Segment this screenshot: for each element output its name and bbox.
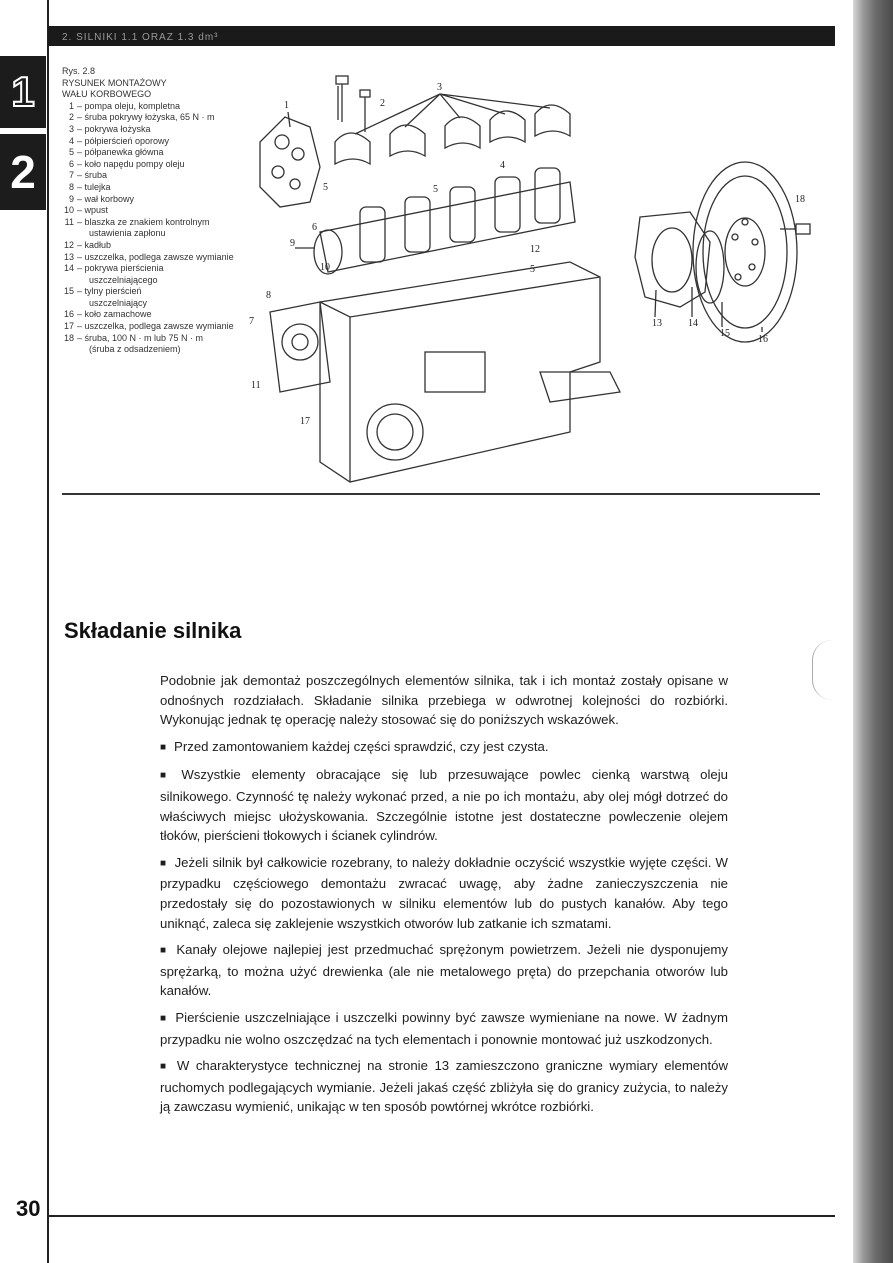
legend-number: 17 <box>63 321 74 332</box>
legend-text: – uszczelka, podlega zawsze wymianie <box>77 321 234 332</box>
legend-item <box>62 263 234 275</box>
legend-text: – koło napędu pompy oleju <box>77 158 185 169</box>
legend-item <box>62 194 234 206</box>
legend-number: 1 <box>68 100 74 111</box>
engine-block-drawing <box>270 262 620 482</box>
legend-number: 10 <box>63 205 74 216</box>
legend-text: – wał korbowy <box>77 193 135 204</box>
legend-number: 3 <box>68 123 74 134</box>
legend-item-continuation <box>62 275 234 287</box>
page-number: 30 <box>16 1196 41 1221</box>
legend-number: 14 <box>63 263 74 274</box>
callout-4: 4 <box>500 160 505 171</box>
intro-paragraph: Podobnie jak demontaż poszczególnych elementów silnika, tak i ich montaż zostały opisane w odnośnych rozdziałach. Składanie silnika przebiega w odwrotnej kolejności do rozbiórki. Wykonując jednak tę operację należy stosować się do poniższych wskazówek. <box>160 673 728 728</box>
legend-item <box>62 217 234 229</box>
legend-number: 6 <box>68 158 74 169</box>
chapter-tab-2: 2 <box>0 134 46 210</box>
legend-item <box>62 101 234 113</box>
callout-18: 18 <box>795 194 805 205</box>
callout-5a: 5 <box>323 182 328 193</box>
legend-number: 18 <box>63 332 74 343</box>
margin-mark <box>812 640 833 700</box>
legend-number: 11 <box>64 216 74 227</box>
figure-legend <box>62 101 234 356</box>
legend-text: – pokrywa łożyska <box>77 123 151 134</box>
callout-2: 2 <box>380 98 385 109</box>
footer-rule <box>48 1215 835 1217</box>
legend-item <box>62 309 234 321</box>
callout-5c: 5 <box>530 264 535 275</box>
legend-item-continuation <box>62 344 234 356</box>
legend-text: – półpanewka główna <box>77 147 164 158</box>
bearing-caps-drawing <box>335 94 570 164</box>
callout-17: 17 <box>300 416 310 427</box>
book-binding-shadow <box>853 0 893 1263</box>
legend-text: – śruba, 100 N · m lub 75 N · m <box>77 332 204 343</box>
seal-cover-drawing <box>635 212 724 307</box>
callout-7: 7 <box>249 316 254 327</box>
legend-number: 15 <box>63 286 74 297</box>
callout-5b: 5 <box>433 184 438 195</box>
legend-item-continuation <box>62 298 234 310</box>
callout-12: 12 <box>530 244 540 255</box>
legend-item <box>62 112 234 124</box>
legend-text: – wpust <box>77 205 109 216</box>
callout-1: 1 <box>284 100 289 111</box>
left-margin-rule <box>47 0 49 1263</box>
legend-item <box>62 136 234 148</box>
section-title: Składanie silnika <box>64 618 242 643</box>
legend-item <box>62 240 234 252</box>
oil-pump-drawing <box>260 117 320 207</box>
legend-text: – pokrywa pierścienia <box>77 263 164 274</box>
instruction-bullet: ■ Jeżeli silnik był całkowicie rozebrany, to należy dokładnie oczyścić wszystkie wyjęte części. W przypadku częściowego demontażu zwracać uwagę, aby żadne zanieczyszczenia nie przedostały się do pozostawionych w silniku elementów lub do pustych kanałów. Aby tego uniknąć, zaleca się zaklejenie wszystkich otworów lub zatkanie ich szmatami. <box>160 853 728 933</box>
legend-text: – blaszka ze znakiem kontrolnym <box>77 216 210 227</box>
chapter-tab-1: 1 <box>0 56 46 128</box>
legend-number: 5 <box>68 147 74 158</box>
callout-16: 16 <box>758 334 768 345</box>
legend-continuation-text: ustawienia zapłonu <box>89 228 166 239</box>
legend-item <box>62 252 234 264</box>
bearing-cap-bolts-drawing <box>336 76 370 132</box>
figure-title-line1: RYSUNEK MONTAŻOWY <box>62 77 167 88</box>
instruction-bullet: ■ Kanały olejowe najlepiej jest przedmuchać sprężonym powietrzem. Jeżeli nie dysponujemy sprężarką, to można użyć drewienka (ale nie metalowego pręta) do przepchania otworów lub kanałów. <box>160 940 728 1001</box>
legend-text: – kadłub <box>77 239 112 250</box>
figure-title-line2: WAŁU KORBOWEGO <box>62 89 152 100</box>
legend-item <box>62 333 234 345</box>
legend-item <box>62 286 234 298</box>
figure-divider <box>62 493 820 495</box>
legend-number: 4 <box>68 135 74 146</box>
legend-number: 2 <box>68 112 74 123</box>
legend-continuation-text: uszczelniający <box>89 297 148 308</box>
legend-item <box>62 321 234 333</box>
legend-text: – tulejka <box>77 181 111 192</box>
bullet-list <box>160 737 728 1117</box>
instruction-bullet: ■ Przed zamontowaniem każdej części sprawdzić, czy jest czysta. <box>160 737 728 759</box>
callout-11: 11 <box>251 380 261 391</box>
legend-number: 8 <box>68 181 74 192</box>
callout-9: 9 <box>290 238 295 249</box>
legend-item <box>62 159 234 171</box>
callout-3: 3 <box>437 82 442 93</box>
legend-text: – pompa oleju, kompletna <box>77 100 181 111</box>
legend-item <box>62 170 234 182</box>
instruction-bullet: ■ W charakterystyce technicznej na stronie 13 zamieszczono graniczne wymiary elementów ruchomych podlegających wymianie. Jeżeli jakaś część zbliżyła się do granicy zużycia, to należy ją zawczasu wymienić, unikając w ten sposób powtórnej wkrótce rozbiórki. <box>160 1056 728 1117</box>
legend-continuation-text: (śruba z odsadzeniem) <box>89 344 181 355</box>
callout-6: 6 <box>312 222 317 233</box>
legend-text: – uszczelka, podlega zawsze wymianie <box>77 251 234 262</box>
legend-number: 12 <box>63 239 74 250</box>
callout-10: 10 <box>320 262 330 273</box>
instruction-bullet: ■ Pierścienie uszczelniające i uszczelki powinny być zawsze wymieniane na nowe. W żadnym przypadku nie wolno oszczędzać na tych elementach i ponownie montować już uszkodzonych. <box>160 1008 728 1049</box>
legend-item <box>62 124 234 136</box>
legend-number: 16 <box>63 309 74 320</box>
legend-text: – śruba pokrywy łożyska, 65 N · m <box>77 112 215 123</box>
figure-number: Rys. 2.8 <box>62 66 96 76</box>
instruction-bullet: ■ Wszystkie elementy obracające się lub przesuwające powlec cienką warstwą oleju silnikowego. Czynność tę należy wykonać przed, a nie po ich montażu, aby olej mógł dotrzeć do właściwych miejsc ułożyskowania. Szczególnie istotne jest dostateczne powleczenie olejem tłoków, pierścieni tłokowych i ścianek cylindrów. <box>160 765 728 845</box>
running-title: 2. SILNIKI 1.1 ORAZ 1.3 dm³ <box>62 32 219 43</box>
legend-continuation-text: uszczelniającego <box>89 274 158 285</box>
callout-15: 15 <box>720 328 730 339</box>
callout-13: 13 <box>652 318 662 329</box>
legend-text: – półpierścień oporowy <box>77 135 170 146</box>
legend-number: 13 <box>63 251 74 262</box>
legend-item-continuation <box>62 228 234 240</box>
section-body <box>160 671 728 1124</box>
legend-item <box>62 205 234 217</box>
legend-number: 7 <box>68 170 74 181</box>
legend-text: – tylny pierścień <box>77 286 142 297</box>
legend-number: 9 <box>68 193 74 204</box>
legend-text: – koło zamachowe <box>77 309 152 320</box>
legend-text: – śruba <box>77 170 108 181</box>
figure-caption <box>62 66 234 356</box>
legend-item <box>62 147 234 159</box>
crankshaft-assembly-diagram <box>240 72 840 487</box>
callout-8: 8 <box>266 290 271 301</box>
callout-14: 14 <box>688 318 698 329</box>
legend-item <box>62 182 234 194</box>
